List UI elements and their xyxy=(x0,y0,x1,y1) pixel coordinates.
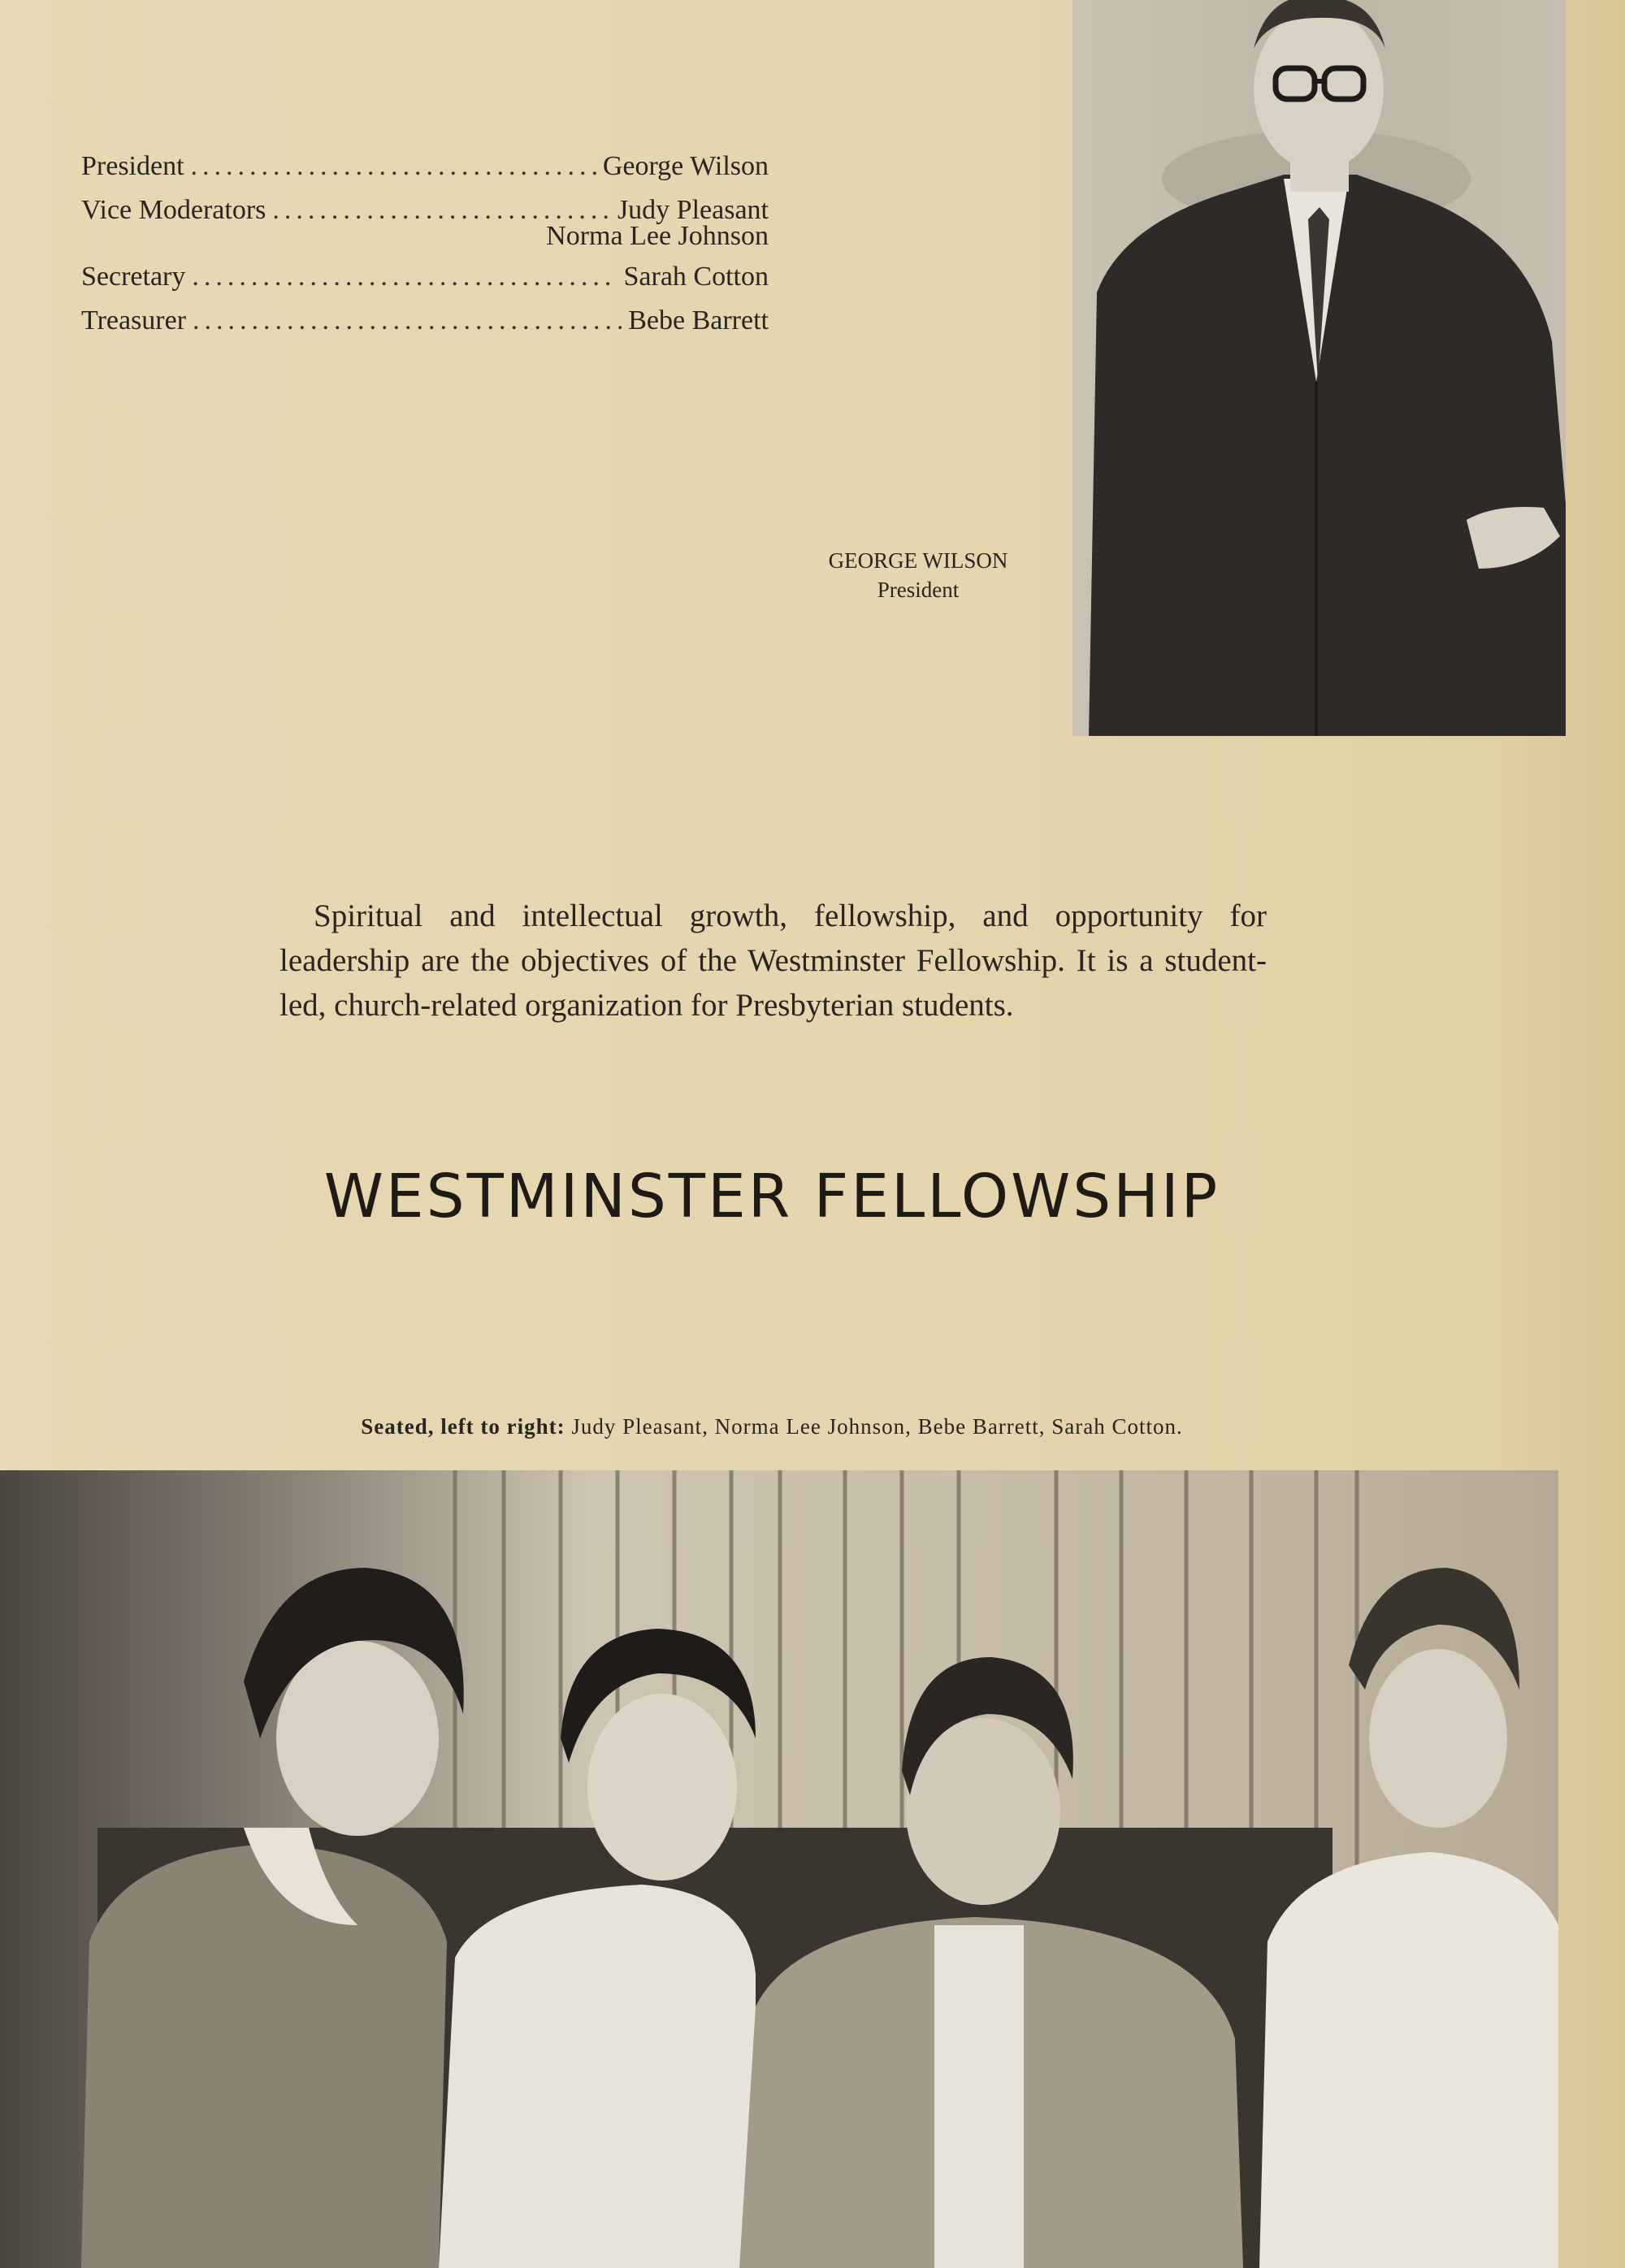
officer-name: Bebe Barrett xyxy=(628,305,769,335)
group-photo-illustration xyxy=(0,1470,1558,2268)
caption-names: Judy Pleasant, Norma Lee Johnson, Bebe Barrett, Sarah Cotton. xyxy=(571,1414,1183,1439)
description-paragraph: Spiritual and intellectual growth, fellowship, and opportunity for leadership are the objectives of the Westminster Fellowship. It is a student-led, church-related organization for Presbyterian students. xyxy=(280,898,1267,1023)
officer-row xyxy=(81,255,769,299)
president-portrait-photo xyxy=(1072,0,1566,736)
portrait-caption-role: President xyxy=(877,578,960,602)
officer-row xyxy=(81,299,769,343)
portrait-caption xyxy=(788,546,1048,604)
page-title: WESTMINSTER FELLOWSHIP xyxy=(323,1162,1220,1231)
portrait-caption-name: GEORGE WILSON xyxy=(828,548,1008,573)
officer-name: Sarah Cotton xyxy=(623,262,769,292)
officer-name: Norma Lee Johnson xyxy=(546,221,769,251)
dot-leader xyxy=(191,145,596,188)
officer-title: Treasurer xyxy=(81,305,187,335)
caption-lead: Seated, left to right: xyxy=(361,1414,566,1439)
officers-list xyxy=(81,145,769,343)
officer-name: Judy Pleasant xyxy=(617,195,769,225)
dot-leader xyxy=(192,255,617,299)
group-photo-caption xyxy=(0,1414,1544,1439)
portrait-illustration xyxy=(1072,0,1566,736)
officer-title: Secretary xyxy=(81,262,186,292)
officer-title: Vice Moderators xyxy=(81,195,266,225)
officer-name: George Wilson xyxy=(602,151,769,181)
officer-title: President xyxy=(81,151,184,181)
group-photo xyxy=(0,1470,1558,2268)
dot-leader xyxy=(193,299,622,343)
officer-row xyxy=(81,145,769,188)
